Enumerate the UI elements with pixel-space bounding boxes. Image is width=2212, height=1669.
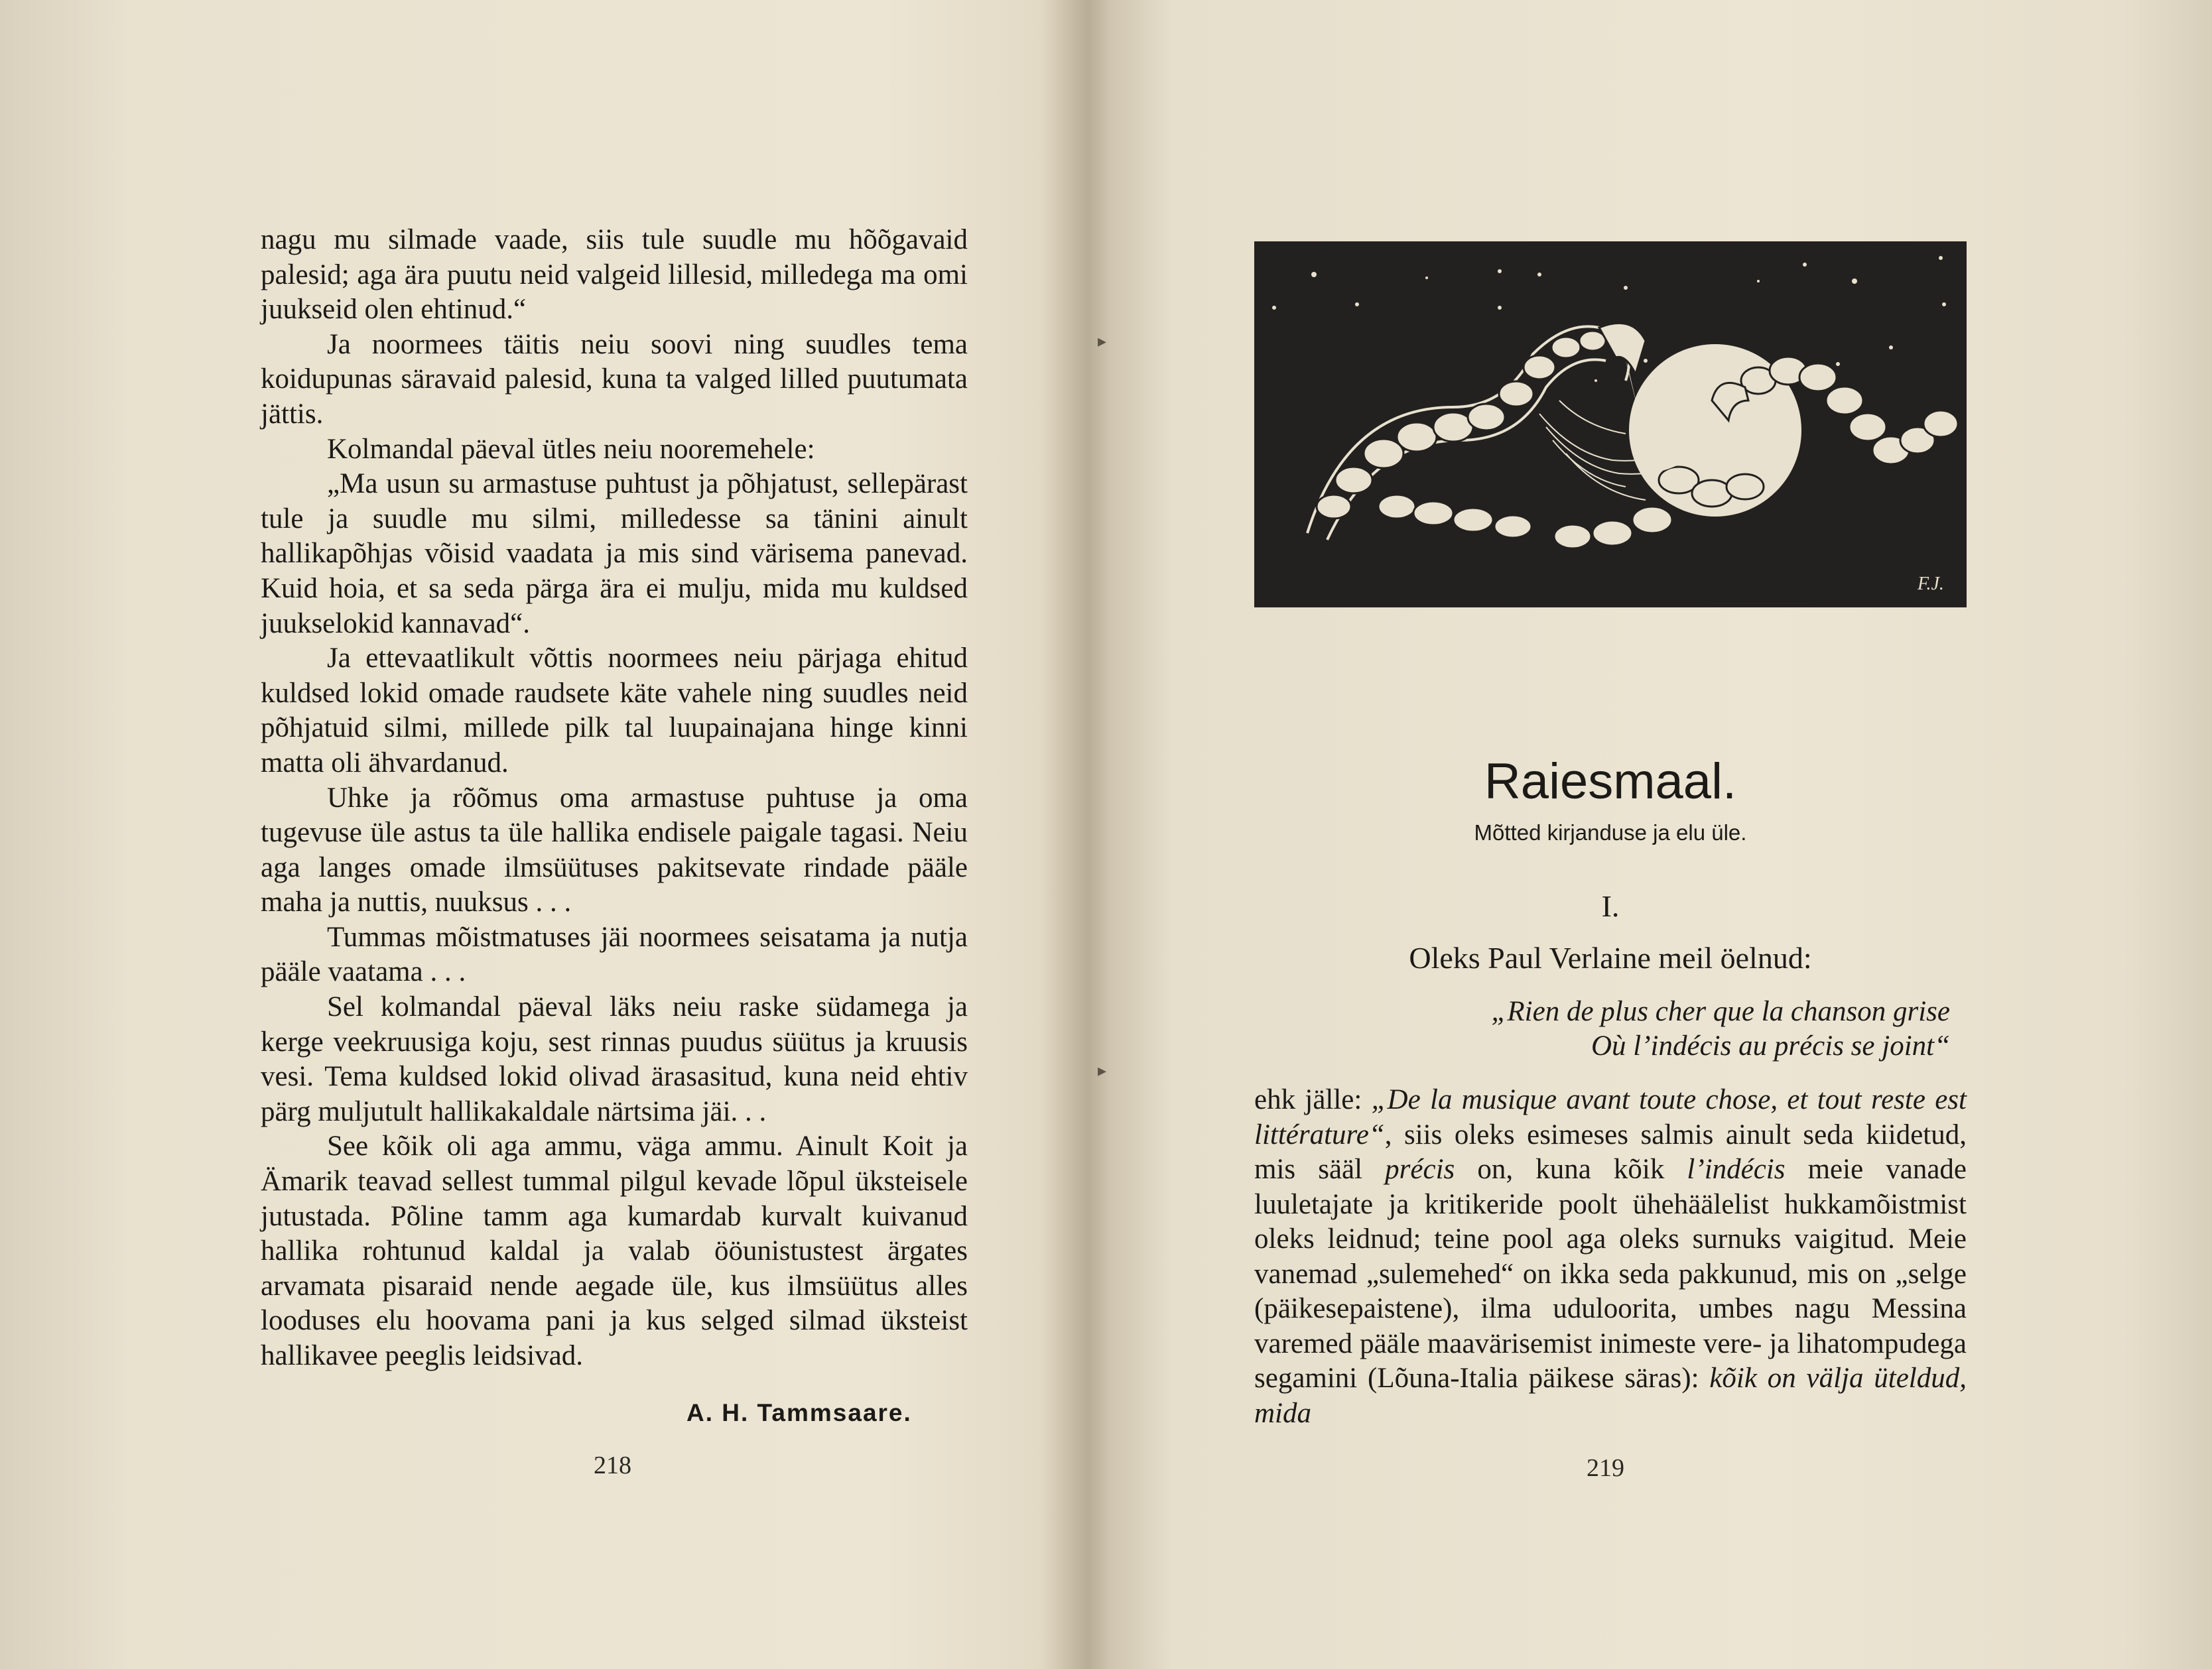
paragraph: nagu mu silmade vaade, siis tule suudle mu hõõgavaid palesid; aga ära puutu neid valgeid lillesid, milledega ma omi juukseid olen ehtinud.“ [261,224,968,326]
author-signature: A. H. Tammsaare. [686,1399,912,1426]
gutter-mark: ▸ [1098,332,1107,351]
body-text: , siis oleks esimeses salmis ainult seda kiidetud, mis sääl [1254,1119,1967,1185]
body-ending: kõik on välja üteldud, mida [1254,1363,1967,1429]
paragraph: Sel kolmandal päeval läks neiu raske südamega ja kerge veekruusiga koju, sest rinnas puudus süütus ja kruusis vesi. Tema kuldsed lokid olivad ärasasitud, kuna neid ehtiv pärg muljutult hallikakaldale närtsima jäi. . . [261,991,968,1127]
snakes-and-moon-illustration [1254,241,1967,607]
paragraph: Ja noormees täitis neiu soovi ning suudles tema koidupunas säravaid palesid, kuna ta valged lilled puutumata jättis. [261,328,968,430]
paragraph: Ja ettevaatlikult võttis noormees neiu pärjaga ehitud kuldsed lokid omade raudsete käte vahele ning suudles neid põhjatuid silmi, millede pilk tal luupainajana hinge kinni matta oli ähvardanud. [261,643,968,778]
body-term: précis [1385,1154,1455,1185]
paragraph: Uhke ja rõõmus oma armastuse puhtuse ja oma tugevuse üle astus ta üle hallika endisele paigale tagasi. Neiu aga langes omade ilmsüütuses pakitsevate rindade pääle maha ja nuttis, nuuksus . . . [261,782,968,918]
quote-line: „Rien de plus cher que la chanson grise [1491,996,1950,1027]
verlaine-quote [1366,995,1950,1064]
paragraph: Tummas mõistmatuses jäi noormees seisatama ja nutja pääle vaatama . . . [261,921,968,988]
body-text: ehk jälle: [1254,1084,1372,1115]
quote-line: Où l’indécis au précis se joint“ [1591,1030,1950,1062]
body-text: on, kuna kõik [1455,1154,1687,1185]
paragraph: See kõik oli aga ammu, väga ammu. Ainult Koit ja Ämarik teavad sellest tummal pilgul kevade lõpul üksteisele jutustada. Põline tamm aga kumardab kurvalt kuivanud hallika rohtunud kaldal ja valab ööunistustest ärgates arvamata pisaraid nende aegade üle, kus ilmsüütus alles looduses elu hoovama pani ja kus selged silmad üksteist hallikavee peeglis leidsivad. [261,1131,968,1371]
paragraph: „Ma usun su armastuse puhtust ja põhjatust, sellepärast tule ja suudle mu silmi, milledesse sa tänini ainult hallikapõhjas võisid vaadata ja mis sind värisema panevad. Kuid hoia, et sa seda pärga ära ei mulju, mida mu kuldsed juukselokid kannavad“. [261,468,968,639]
body-term: l’indécis [1687,1154,1786,1185]
illustration-monogram: F.J. [1918,574,1944,594]
page-number-left: 218 [594,1452,631,1479]
page-number-right: 219 [1587,1454,1624,1482]
woodcut-illustration [1254,241,1967,607]
intro-line: Oleks Paul Verlaine meil öelnud: [1409,941,1812,975]
body-text: meie vanade luuletajate ja kritikeride poolt ühehäälelist hukkamõistmist oleks leidnud; teine pool aga oleks surnuks vaigitud. Meie vanemad „sulemehed“ on ikka seda pakkunud, mis on „selge (päikesepaistene), ilma uduloorita, umbes nagu Messina varemed pääle maavärisemist inimeste vere- ja lihatompudega segamini (Lõuna-Italia päikese säras): [1254,1154,1967,1394]
left-page-text [261,223,968,1374]
gutter-mark: ▸ [1098,1061,1107,1081]
paragraph: Kolmandal päeval ütles neiu nooremehele: [327,433,815,465]
body-quote: „De la musique avant toute chose, et tout reste est littérature“ [1254,1084,1967,1150]
article-subtitle: Mõtted kirjanduse ja elu üle. [1474,820,1747,845]
right-page-body [1254,1083,1967,1431]
article-title: Raiesmaal. [1484,753,1737,810]
section-numeral: I. [1601,889,1620,923]
